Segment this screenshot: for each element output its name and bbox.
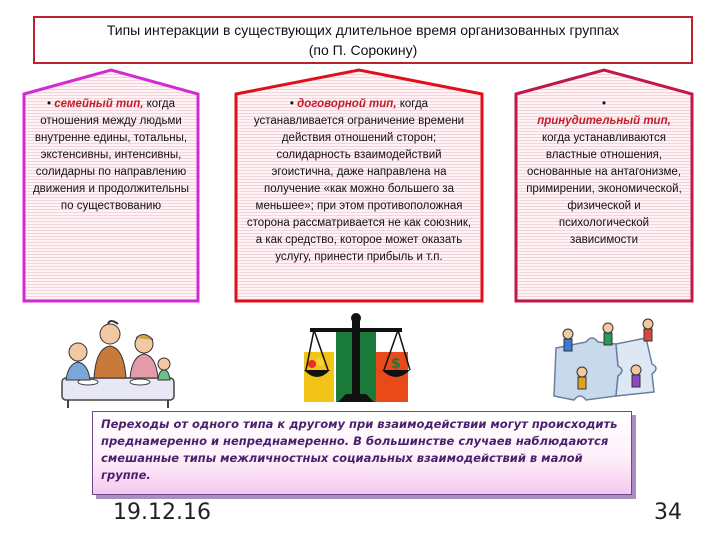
svg-text:$: $	[391, 356, 401, 372]
bullet-2: •	[289, 98, 294, 110]
family-description: когда отношения между людьми внутренне едины, тотальны, экстенсивны, интенсивны, солидарны по направлению движения и продолжительны по существованию	[32, 98, 190, 212]
contract-description: когда устанавливается ограничение времени действия отношений сторон; солидарность взаимодействий эгоистична, даже направлена на получение «как можно большего за меньшее»; при этом противоположная сторона рассматривается не как союзник, а как средство, которое может оказать услугу, принести прибыль и т.п.	[246, 98, 472, 263]
bullet-3: •	[601, 98, 607, 110]
type-name-coercive: принудительный тип,	[537, 115, 671, 127]
card-family-text	[32, 96, 190, 215]
family-dinner-illustration	[58, 312, 178, 410]
bullet-1: •	[47, 98, 52, 110]
card-family-type	[22, 68, 200, 304]
scales-illustration	[300, 312, 412, 406]
type-name-family: семейный тип,	[54, 98, 144, 110]
transition-note	[92, 411, 632, 495]
puzzle-people-illustration	[546, 308, 670, 408]
card-coercive-text	[524, 96, 684, 249]
slide-date: 19.12.16	[113, 500, 211, 525]
card-coercive-type	[514, 68, 694, 304]
type-name-contract: договорной тип,	[297, 98, 397, 110]
card-contract-text	[244, 96, 474, 266]
card-contract-type	[234, 68, 484, 304]
transition-note-text: Переходы от одного типа к другому при взаимодействии могут происходить преднамеренно и непреднамеренно. В большинстве случаев наблюдаются смешанные типы межличностных социальных взаимодействий в малой группе.	[101, 417, 618, 482]
slide-title	[33, 16, 693, 64]
coercive-description: когда устанавливаются властные отношения, основанные на антагонизме, примирении, экономической, физической и психологической зависимости	[526, 132, 682, 246]
title-line-2: (по П. Сорокину)	[308, 42, 418, 58]
slide-page-number: 34	[654, 500, 682, 525]
title-line-1: Типы интеракции в существующих длительное время организованных группах	[106, 22, 620, 38]
